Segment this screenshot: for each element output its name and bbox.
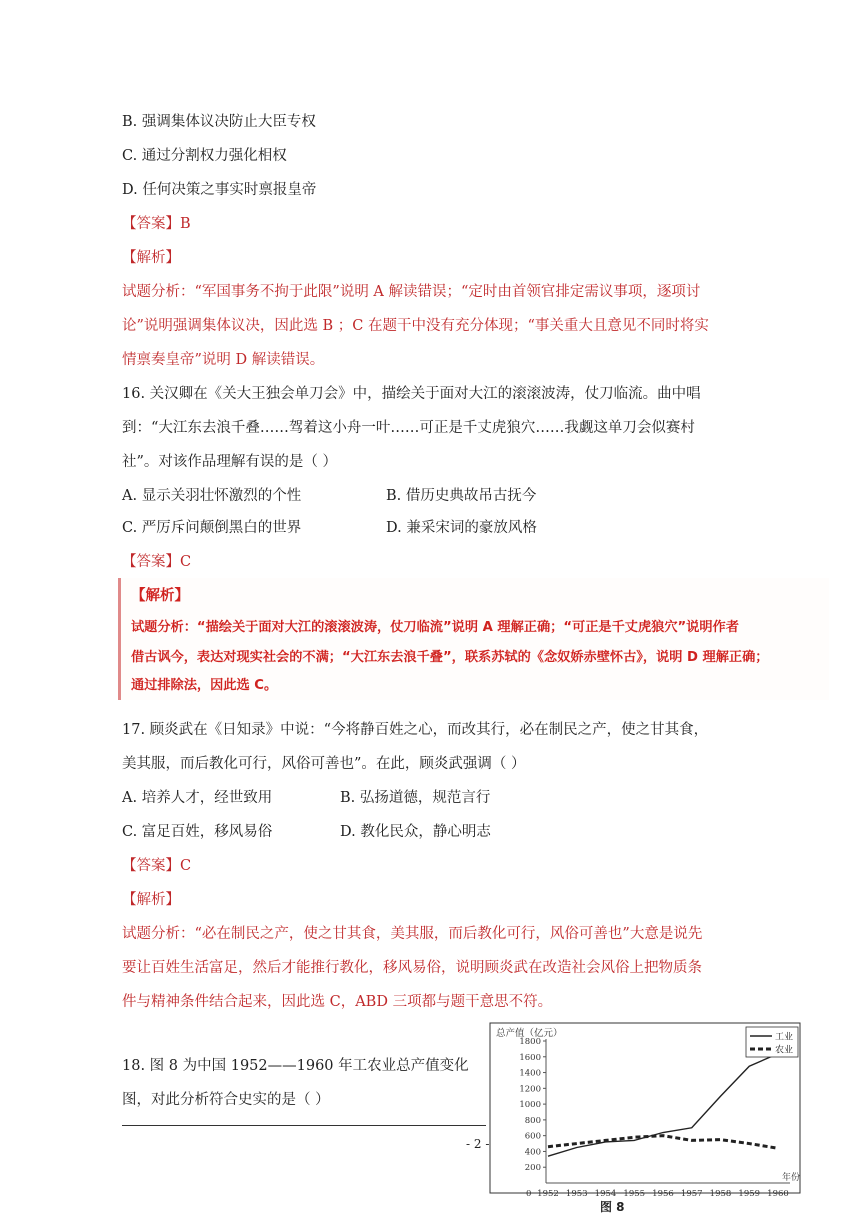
q15-analysis-line-2: 论”说明强调集体议决，因此选 B ；C 在题干中没有充分体现；“事关重大且意见不同时将实: [122, 318, 709, 334]
x-axis-label: 年份: [782, 1173, 801, 1183]
footer-divider: [122, 1125, 486, 1126]
y-tick-label: 400: [524, 1147, 541, 1158]
q16-options-row-1: [122, 486, 742, 506]
q16-answer: 【答案】C: [122, 554, 192, 570]
q16-stem-line-2: 到：“大江东去浪千叠……驾着这小舟一叶……可正是千丈虎狼穴……我觑这单刀会似赛村: [122, 420, 695, 436]
x-tick-label: 1956: [652, 1189, 674, 1199]
q15-analysis-label: 【解析】: [122, 250, 180, 266]
q15-analysis-line-1: 试题分析：“军国事务不拘于此限”说明 A 解读错误；“定时由首领官排定需议事项，逐项讨: [122, 284, 701, 300]
q16-analysis-line-2: 借古讽今，表达对现实社会的不满；“大江东去浪千叠”，联系苏轼的《念奴娇赤壁怀古》，说明 D 理解正确；: [131, 650, 769, 665]
x-tick-label: 1957: [680, 1189, 703, 1199]
q17-analysis-line-3: 件与精神条件结合起来，因此选 C，ABD 三项都与题干意思不符。: [122, 994, 553, 1010]
q16-analysis-box: [118, 578, 829, 700]
q17-analysis-label: 【解析】: [122, 892, 180, 908]
q15-analysis-line-3: 情禀奏皇帝”说明 D 解读错误。: [122, 352, 325, 368]
q16-stem-line-1: 16. 关汉卿在《关大王独会单刀会》中，描绘关于面对大江的滚滚波涛，仗刀临流。曲中唱: [122, 386, 701, 402]
x-tick-label: 1952: [537, 1189, 559, 1199]
q16-analysis-label: 【解析】: [131, 588, 189, 604]
y-tick-label: 800: [524, 1115, 541, 1126]
q15-answer: 【答案】B: [122, 216, 191, 232]
legend-label: 农业: [775, 1045, 794, 1056]
page-number: - 2 -: [466, 1137, 490, 1151]
legend-label: 工业: [775, 1032, 794, 1043]
origin-label: 0: [526, 1189, 532, 1199]
q17-stem-line-1: 17. 顾炎武在《日知录》中说：“今将静百姓之心，而改其行，必在制民之产，使之甘其食，: [122, 722, 709, 738]
x-tick-label: 1955: [623, 1189, 646, 1199]
q16-option-b: B. 借历史典故吊古抚今: [386, 488, 537, 504]
y-axis-label: 总产值（亿元）: [496, 1028, 563, 1039]
q16-option-c: C. 严厉斥问颠倒黑白的世界: [122, 520, 302, 536]
q18-stem-line-1: 18. 图 8 为中国 1952——1960 年工农业总产值变化: [122, 1058, 469, 1074]
q16-stem-line-3: 社”。对该作品理解有误的是（ ）: [122, 454, 338, 470]
y-tick-label: 1600: [519, 1052, 541, 1063]
q18-stem-line-2: 图，对此分析符合史实的是（ ）: [122, 1092, 330, 1108]
y-tick-label: 1000: [519, 1100, 541, 1111]
q16-analysis-line-1: 试题分析：“描绘关于面对大江的滚滚波涛，仗刀临流”说明 A 理解正确；“可正是千丈虎狼穴”说明作者: [131, 620, 739, 635]
q16-analysis-line-3: 通过排除法，因此选 C。: [131, 678, 278, 693]
q15-option-b: B. 强调集体议决防止大臣专权: [122, 114, 316, 130]
q15-option-c: C. 通过分割权力强化相权: [122, 148, 287, 164]
q16-option-a: A. 显示关羽壮怀激烈的个性: [122, 488, 302, 504]
y-tick-label: 200: [524, 1163, 541, 1174]
q17-stem-line-2: 美其服，而后教化可行，风俗可善也”。在此，顾炎武强调（ ）: [122, 756, 526, 772]
y-tick-label: 1200: [519, 1084, 541, 1095]
q17-analysis-line-1: 试题分析：“必在制民之产，使之甘其食，美其服，而后教化可行，风俗可善也”大意是说先: [122, 926, 703, 942]
industry-agriculture-output-chart: [488, 1021, 806, 1216]
q16-option-d: D. 兼采宋词的豪放风格: [386, 520, 537, 536]
y-tick-label: 1400: [519, 1068, 541, 1079]
x-tick-label: 1954: [594, 1189, 617, 1199]
q17-analysis-line-2: 要让百姓生活富足，然后才能推行教化，移风易俗，说明顾炎武在改造社会风俗上把物质条: [122, 960, 702, 976]
q17-option-a: A. 培养人才，经世致用: [122, 790, 273, 806]
x-tick-label: 1960: [767, 1189, 789, 1199]
q17-answer: 【答案】C: [122, 858, 192, 874]
y-tick-label: 600: [524, 1131, 541, 1142]
y-tick-label: 1800: [519, 1037, 541, 1047]
x-tick-label: 1959: [738, 1189, 761, 1199]
q15-option-d: D. 任何决策之事实时禀报皇帝: [122, 182, 317, 198]
q17-options-row-2: [122, 822, 742, 842]
q17-option-d: D. 教化民众，静心明志: [340, 824, 491, 840]
q17-option-c: C. 富足百姓，移风易俗: [122, 824, 273, 840]
x-tick-label: 1953: [565, 1189, 588, 1199]
q17-option-b: B. 弘扬道德，规范言行: [340, 790, 491, 806]
figure-caption: 图 8: [600, 1200, 625, 1214]
x-tick-label: 1958: [709, 1189, 732, 1199]
q16-options-row-2: [122, 518, 742, 538]
q17-options-row-1: [122, 788, 742, 808]
